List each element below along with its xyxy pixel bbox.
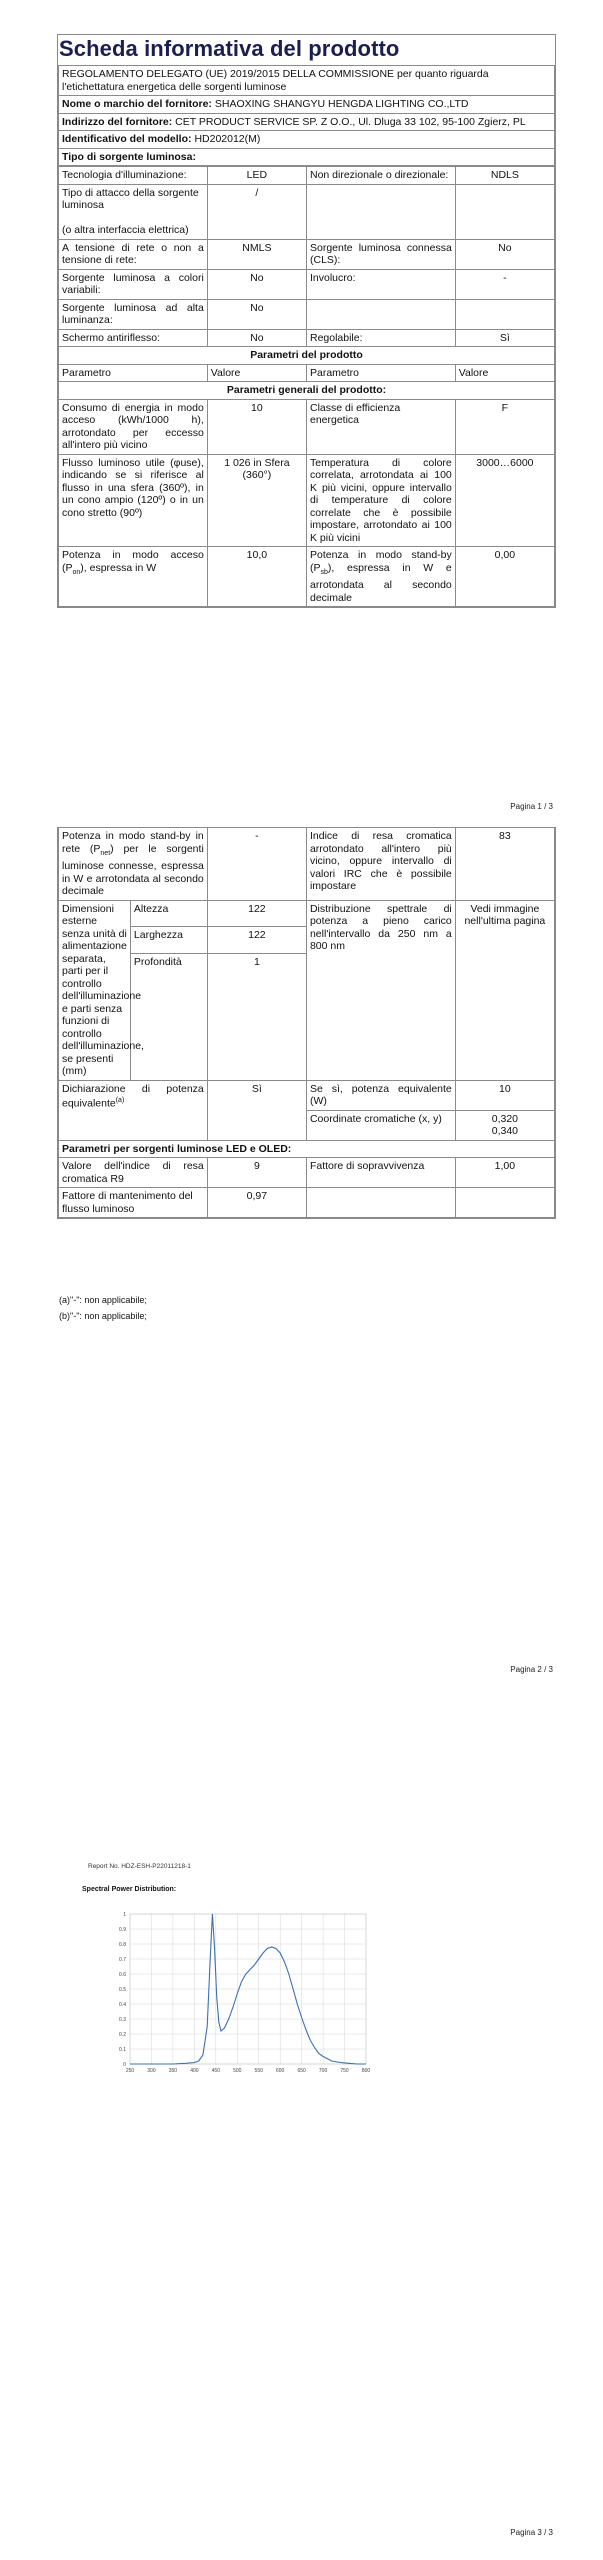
cap-value: / <box>207 184 306 239</box>
spd-chart-svg <box>108 1904 374 2082</box>
col-header-param-1: Parametro <box>59 364 208 382</box>
params-section-title: Parametri del prodotto <box>59 347 555 365</box>
page-title: Scheda informativa del prodotto <box>59 36 400 61</box>
mains-value: NMLS <box>207 239 306 269</box>
highlum-label: Sorgente luminosa ad alta luminanza: <box>59 299 208 329</box>
cct-label: Temperatura di colore correlata, arrotondata ai 100 K più vicini, oppure intervallo di temperature di colore correlate che è possibile impostare, arrotondato ai 100 K più vicini <box>306 454 455 547</box>
regulation-text: REGOLAMENTO DELEGATO (UE) 2019/2015 DELLA COMMISSIONE per quanto riguarda l'etichettatura energetica delle sorgenti luminose <box>59 66 555 96</box>
spd-chart-title: Spectral Power Distribution: <box>82 1886 177 1893</box>
cri-value: 83 <box>455 828 554 901</box>
highlum-value: No <box>207 299 306 329</box>
col-header-param-2: Parametro <box>306 364 455 382</box>
page-1 <box>0 0 603 827</box>
page-number-3: Pagina 3 / 3 <box>510 2528 553 2537</box>
x-tick-label: 550 <box>254 2068 263 2074</box>
equiv-w-label: Se sì, potenza equivalente (W) <box>306 1080 455 1110</box>
product-sheet-part-2 <box>57 827 556 1219</box>
page-2 <box>0 827 603 1694</box>
colour-value: No <box>207 269 306 299</box>
report-number: Report No. HDZ-ESH-P22011218-1 <box>88 1863 191 1870</box>
equiv-label: Dichiarazione di potenza equivalente$^{(a)}$ <box>59 1080 208 1140</box>
dimmable-label: Regolabile: <box>306 329 455 347</box>
x-tick-label: 300 <box>147 2068 156 2074</box>
r9-value: 9 <box>207 1158 306 1188</box>
flux-label: Flusso luminoso utile (φuse), indicando se si riferisce al flusso in una sfera (360º), in un cono ampio (120º) o in un cono stretto (90º) <box>59 454 208 547</box>
spd-value: Vedi immagine nell'ultima pagina <box>455 900 554 1080</box>
x-tick-label: 250 <box>125 2068 135 2074</box>
source-type-heading: Tipo di sorgente luminosa: <box>59 148 555 166</box>
pnet-value: - <box>207 828 306 901</box>
survival-value: 1,00 <box>455 1158 554 1188</box>
col-header-value-1: Valore <box>207 364 306 382</box>
x-tick-label: 700 <box>318 2068 328 2074</box>
cls-value: No <box>455 239 554 269</box>
params-table-continued <box>58 827 555 1218</box>
y-tick-label: 0.9 <box>119 1927 126 1933</box>
address-value: CET PRODUCT SERVICE SP. Z O.O., Ul. Dluga 33 102, 95-100 Zgierz, PL <box>175 115 526 128</box>
dimmable-value: Sì <box>455 329 554 347</box>
page-number-2: Pagina 2 / 3 <box>510 1665 553 1674</box>
equiv-w-value: 10 <box>455 1080 554 1110</box>
colour-label: Sorgente luminosa a colori variabili: <box>59 269 208 299</box>
address-row <box>59 113 555 131</box>
supplier-label: Nome o marchio del fornitore: <box>62 98 212 110</box>
maint-value: 0,97 <box>207 1188 306 1218</box>
nondir-label: Non direzionale o direzionale: <box>306 167 455 185</box>
energy-label: Consumo di energia in modo acceso (kWh/1000 h), arrotondato per eccesso all'intero più vicino <box>59 399 208 454</box>
depth-value: 1 <box>207 953 306 1080</box>
pnet-label: Potenza in modo stand-by in rete $(P_{net})$ per le sorgenti luminose connesse, espressa in W e arrotondata al secondo decimale <box>59 828 208 901</box>
model-label: Identificativo del modello: <box>62 133 192 145</box>
x-tick-label: 400 <box>190 2068 199 2074</box>
spd-label: Distribuzione spettrale di potenza a pieno carico nell'intervallo da 250 nm a 800 nm <box>306 900 455 1080</box>
product-sheet-part-1 <box>57 34 556 608</box>
cap-label: Tipo di attacco della sorgente luminosa (o altra interfaccia elettrica) <box>59 184 208 239</box>
pon-label: Potenza in modo acceso $(P_{on})$, espressa in W <box>59 547 208 607</box>
source-type-table <box>58 166 555 607</box>
tech-value: LED <box>207 167 306 185</box>
x-tick-label: 800 <box>361 2068 371 2074</box>
nondir-value: NDLS <box>455 167 554 185</box>
y-tick-label: 0.5 <box>119 1987 126 1993</box>
maint-label: Fattore di mantenimento del flusso luminoso <box>59 1188 208 1218</box>
pon-value: 10,0 <box>207 547 306 607</box>
header-table <box>58 65 555 166</box>
width-value: 122 <box>207 927 306 954</box>
chroma-value: 0,320 0,340 <box>455 1110 554 1140</box>
antiglare-label: Schermo antiriflesso: <box>59 329 208 347</box>
y-tick-label: 0.2 <box>119 2032 126 2038</box>
class-label: Classe di efficienza energetica <box>306 399 455 454</box>
supplier-row <box>59 96 555 114</box>
y-tick-label: 0.4 <box>119 2002 126 2008</box>
led-params-title: Parametri per sorgenti luminose LED e OLED: <box>59 1140 555 1158</box>
page-3 <box>0 1694 603 2560</box>
envelope-value: - <box>455 269 554 299</box>
energy-value: 10 <box>207 399 306 454</box>
cls-label: Sorgente luminosa connessa (CLS): <box>306 239 455 269</box>
dims-label: Dimensioni esterne senza unità di alimentazione separata, parti per il controllo dell'illuminazione e parti senza funzioni di controllo dell'illuminazione, se presenti (mm) <box>59 900 131 1080</box>
equiv-value: Sì <box>207 1080 306 1140</box>
r9-label: Valore dell'indice di resa cromatica R9 <box>59 1158 208 1188</box>
width-label: Larghezza <box>130 927 207 954</box>
x-tick-label: 600 <box>276 2068 285 2074</box>
height-value: 122 <box>207 900 306 927</box>
envelope-label: Involucro: <box>306 269 455 299</box>
psb-label: Potenza in modo stand-by $(P_{sb})$, espressa in W e arrotondata al secondo decimale <box>306 547 455 607</box>
tech-label: Tecnologia d'illuminazione: <box>59 167 208 185</box>
x-tick-label: 650 <box>297 2068 306 2074</box>
class-value: F <box>455 399 554 454</box>
footnote-a: (a)"-": non applicabile; <box>59 1295 147 1305</box>
y-tick-label: 0.8 <box>119 1942 126 1948</box>
mains-label: A tensione di rete o non a tensione di rete: <box>59 239 208 269</box>
psb-value: 0,00 <box>455 547 554 607</box>
y-tick-label: 0 <box>123 2062 126 2068</box>
model-value: HD202012(M) <box>194 133 261 145</box>
footnote-b: (b)"-": non applicabile; <box>59 1311 147 1321</box>
y-tick-label: 1 <box>123 1912 126 1918</box>
col-header-value-2: Valore <box>455 364 554 382</box>
x-tick-label: 450 <box>211 2068 220 2074</box>
depth-label: Profondità <box>130 953 207 1080</box>
height-label: Altezza <box>130 900 207 927</box>
x-tick-label: 750 <box>340 2068 349 2074</box>
general-params-title: Parametri generali del prodotto: <box>59 382 555 400</box>
supplier-value: SHAOXING SHANGYU HENGDA LIGHTING CO.,LTD <box>214 98 469 110</box>
page-number-1: Pagina 1 / 3 <box>510 802 553 811</box>
y-tick-label: 0.6 <box>119 1972 126 1978</box>
chroma-label: Coordinate cromatiche (x, y) <box>306 1110 455 1140</box>
model-row <box>59 131 555 149</box>
address-label: Indirizzo del fornitore: <box>62 115 173 128</box>
y-tick-label: 0.3 <box>119 2017 126 2023</box>
flux-value: 1 026 in Sfera (360°) <box>207 454 306 547</box>
y-tick-label: 0.1 <box>119 2047 126 2053</box>
antiglare-value: No <box>207 329 306 347</box>
x-tick-label: 350 <box>168 2068 178 2074</box>
spd-chart <box>108 1904 374 2082</box>
cri-label: Indice di resa cromatica arrotondato all'intero più vicino, oppure intervallo di valori IRC che è possibile impostare <box>306 828 455 901</box>
x-tick-label: 500 <box>233 2068 242 2074</box>
survival-label: Fattore di sopravvivenza <box>306 1158 455 1188</box>
y-tick-label: 0.7 <box>119 1957 126 1963</box>
cct-value: 3000…6000 <box>455 454 554 547</box>
